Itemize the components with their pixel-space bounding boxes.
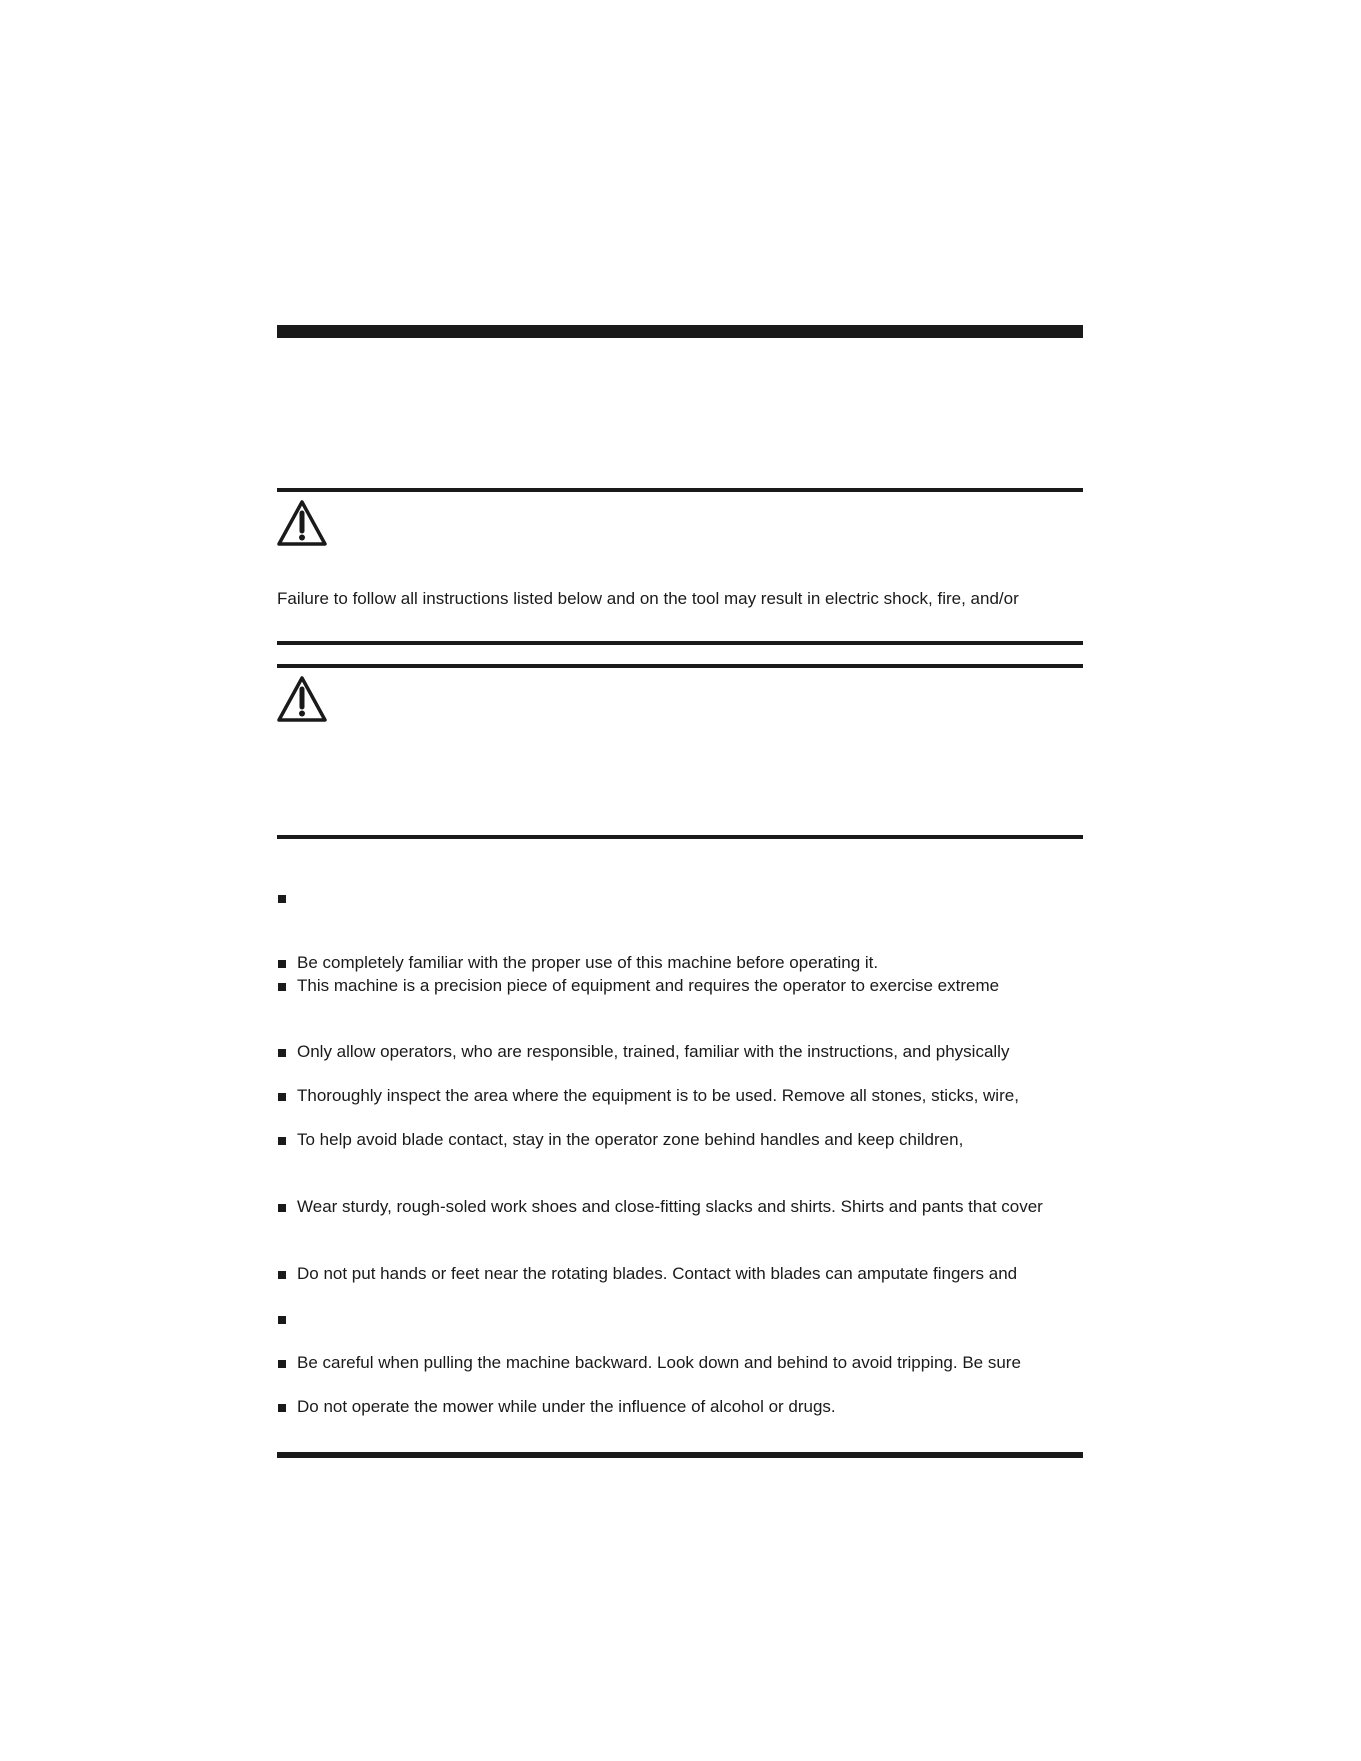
warning-box-1-bottom-rule xyxy=(277,641,1083,645)
bullet-square-icon xyxy=(278,1137,286,1145)
bullet-square-icon xyxy=(278,1271,286,1279)
warning-1-text: Failure to follow all instructions listed below and on the tool may result in electric shock, fire, and/or xyxy=(277,589,1019,608)
bullet-square-icon xyxy=(278,1093,286,1101)
bullet-square-icon xyxy=(278,1404,286,1412)
warning-box-2-bottom-rule xyxy=(277,835,1083,839)
bullet-square-icon xyxy=(278,895,286,903)
bullet-square-icon xyxy=(278,1204,286,1212)
section-footer-rule xyxy=(277,1452,1083,1458)
bullet-square-icon xyxy=(278,1049,286,1057)
section-header-bar xyxy=(277,325,1083,338)
bullet-square-icon xyxy=(278,1360,286,1368)
manual-page: Failure to follow all instructions listed below and on the tool may result in electric shock, fire, and/or Be completely familiar with the proper use of this machine before operating it. This machine is a precision piece of equipment and requires the operator to exercise extreme Only allow operators, who are responsible, trained, familiar with the instructions, and physically Thoroughly inspect the area where the equipment is to be used. Remove all stones, sticks, wire, To help avoid blade contact, stay in the operator zone behind handles and keep children, Wear sturdy, rough-soled work shoes and close-fitting slacks and shirts. Shirts and pants that cover Do not put hands or feet near the rotating blades. Contact with blades can amputate fingers and Be careful when pulling the machine backward. Look down and behind to avoid tripping. Be sure Do not operate the mower while under the influence of alcohol or drugs. xyxy=(0,0,1361,1761)
warning-box-1-top-rule xyxy=(277,488,1083,492)
bullet-square-icon xyxy=(278,960,286,968)
bullet-square-icon xyxy=(278,983,286,991)
bullet-square-icon xyxy=(278,1316,286,1324)
warning-triangle-icon xyxy=(276,499,328,547)
warning-triangle-icon xyxy=(276,675,328,723)
warning-box-2-top-rule xyxy=(277,664,1083,668)
